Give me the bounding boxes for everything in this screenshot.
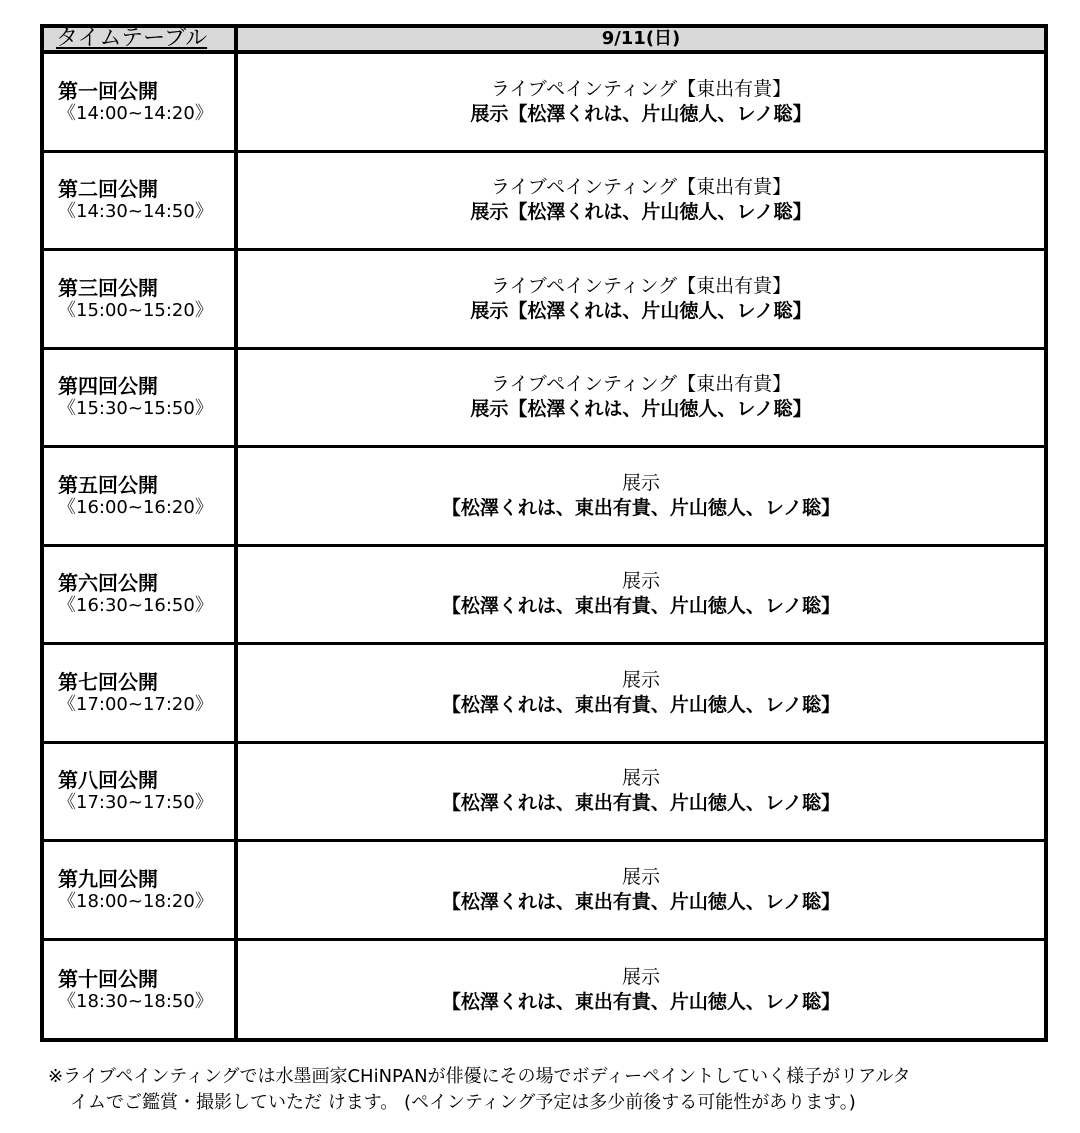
session-content <box>238 645 1044 741</box>
session-row <box>44 941 1044 1040</box>
session-title: 第一回公開 <box>58 78 158 103</box>
session-row <box>44 251 1044 350</box>
session-info <box>44 350 238 446</box>
timetable-header <box>44 28 1044 54</box>
session-content <box>238 744 1044 840</box>
session-row <box>44 350 1044 449</box>
session-activity: 展示 <box>621 570 660 593</box>
session-artists: 【松澤くれは、東出有貴、片山徳人、レノ聡】 <box>441 890 841 913</box>
session-artists: 【松澤くれは、東出有貴、片山徳人、レノ聡】 <box>441 990 841 1013</box>
session-artists: 展示【松澤くれは、片山徳人、レノ聡】 <box>470 398 812 421</box>
session-content <box>238 153 1044 249</box>
session-time: 《17:00~17:20》 <box>58 693 213 715</box>
session-artists: 展示【松澤くれは、片山徳人、レノ聡】 <box>470 201 812 224</box>
session-title: 第十回公開 <box>58 966 158 991</box>
session-content <box>238 251 1044 347</box>
session-row <box>44 744 1044 843</box>
session-activity: 展示 <box>621 767 660 790</box>
session-info <box>44 842 238 938</box>
session-info <box>44 153 238 249</box>
session-artists: 【松澤くれは、東出有貴、片山徳人、レノ聡】 <box>441 792 841 815</box>
session-title: 第二回公開 <box>58 177 158 202</box>
session-title: 第九回公開 <box>58 866 158 891</box>
session-time: 《14:00~14:20》 <box>58 102 213 124</box>
session-content <box>238 941 1044 1040</box>
session-info <box>44 547 238 643</box>
session-activity: ライブペインティング【東出有貴】 <box>490 176 792 199</box>
footnote-line-2: イムでご鑑賞・撮影していただ けます。 (ペインティング予定は多少前後する可能性があります。) <box>70 1092 856 1113</box>
session-info <box>44 251 238 347</box>
session-title: 第三回公開 <box>58 275 158 300</box>
session-info <box>44 54 238 150</box>
session-activity: ライブペインティング【東出有貴】 <box>490 77 792 100</box>
session-time: 《16:30~16:50》 <box>58 595 213 617</box>
session-title: 第八回公開 <box>58 768 158 793</box>
session-row <box>44 448 1044 547</box>
date-label: 9/11(日) <box>601 28 681 49</box>
session-time: 《15:30~15:50》 <box>58 398 213 420</box>
session-title: 第七回公開 <box>58 669 158 694</box>
session-row <box>44 153 1044 252</box>
session-content <box>238 54 1044 150</box>
timetable <box>40 24 1048 1042</box>
session-time: 《15:00~15:20》 <box>58 299 213 321</box>
session-time: 《18:30~18:50》 <box>58 990 213 1012</box>
session-artists: 展示【松澤くれは、片山徳人、レノ聡】 <box>470 102 812 125</box>
session-content <box>238 842 1044 938</box>
timetable-label: タイムテーブル <box>44 28 238 50</box>
session-info <box>44 941 238 1040</box>
session-time: 《18:00~18:20》 <box>58 890 213 912</box>
session-content <box>238 448 1044 544</box>
session-artists: 【松澤くれは、東出有貴、片山徳人、レノ聡】 <box>441 496 841 519</box>
session-title: 第六回公開 <box>58 571 158 596</box>
session-info <box>44 448 238 544</box>
session-activity: 展示 <box>621 865 660 888</box>
session-time: 《17:30~17:50》 <box>58 792 213 814</box>
session-title: 第五回公開 <box>58 472 158 497</box>
session-time: 《14:30~14:50》 <box>58 201 213 223</box>
session-info <box>44 744 238 840</box>
session-row <box>44 645 1044 744</box>
session-content <box>238 547 1044 643</box>
footnote-line-1: ※ライブペインティングでは水墨画家CHiNPANが俳優にその場でボディーペイントしていく様子がリアルタ <box>48 1066 911 1087</box>
session-row <box>44 842 1044 941</box>
session-title: 第四回公開 <box>58 374 158 399</box>
session-artists: 【松澤くれは、東出有貴、片山徳人、レノ聡】 <box>441 693 841 716</box>
session-activity: ライブペインティング【東出有貴】 <box>490 274 792 297</box>
session-info <box>44 645 238 741</box>
session-activity: 展示 <box>621 965 660 988</box>
session-time: 《16:00~16:20》 <box>58 496 213 518</box>
session-activity: 展示 <box>621 471 660 494</box>
session-activity: ライブペインティング【東出有貴】 <box>490 373 792 396</box>
footnote <box>48 1064 1048 1116</box>
session-row <box>44 547 1044 646</box>
session-artists: 展示【松澤くれは、片山徳人、レノ聡】 <box>470 299 812 322</box>
session-content <box>238 350 1044 446</box>
session-artists: 【松澤くれは、東出有貴、片山徳人、レノ聡】 <box>441 595 841 618</box>
session-rows <box>44 54 1044 1039</box>
session-activity: 展示 <box>621 668 660 691</box>
session-row <box>44 54 1044 153</box>
